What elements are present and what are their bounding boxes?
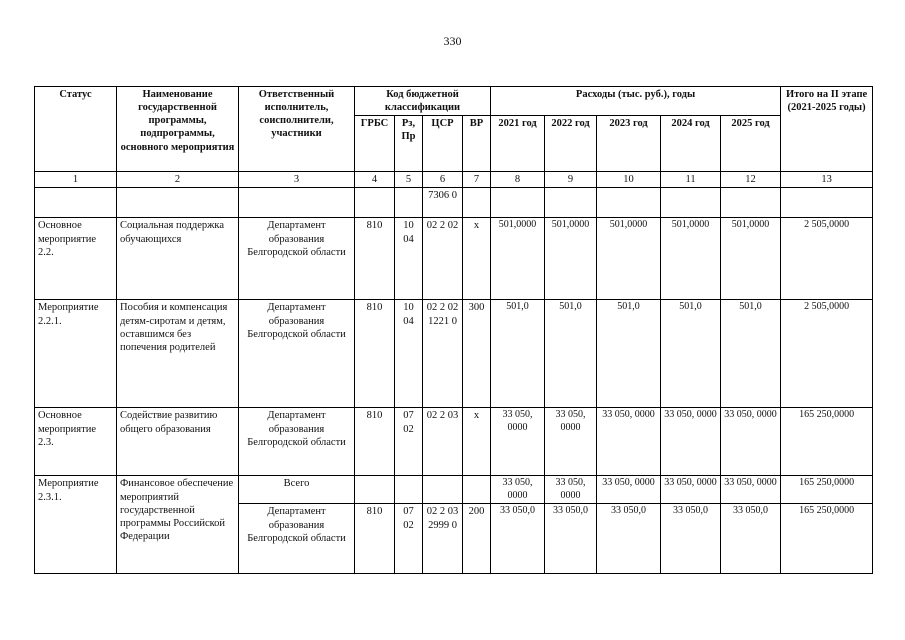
cell-2025: 33 050, 0000: [721, 408, 781, 476]
cell-status: Мероприятие 2.2.1.: [35, 300, 117, 408]
page-number: 330: [443, 34, 462, 48]
column-number: 10: [597, 172, 661, 188]
cell-executor: [239, 188, 355, 218]
cell-total: 2 505,0000: [781, 218, 873, 300]
header-total: Итого на II этапе (2021-2025 годы): [781, 87, 873, 172]
cell-status: Основное мероприятие 2.3.: [35, 408, 117, 476]
column-number: 7: [463, 172, 491, 188]
cell-name: Социальная поддержка обучающихся: [117, 218, 239, 300]
table-row: [35, 188, 873, 218]
cell-2025: 501,0: [721, 300, 781, 408]
table-row: [35, 300, 873, 408]
column-number: 5: [395, 172, 423, 188]
cell-total: 2 505,0000: [781, 300, 873, 408]
cell-csr: 02 2 02 1221 0: [423, 300, 463, 408]
table-row: [35, 218, 873, 300]
cell-rzpr: 07 02: [395, 408, 423, 476]
cell-2021: 501,0000: [491, 218, 545, 300]
header-2023: 2023 год: [597, 116, 661, 172]
cell-2022: 33 050, 0000: [545, 476, 597, 504]
cell-grbs: 810: [355, 218, 395, 300]
cell-status: Основное мероприятие 2.2.: [35, 218, 117, 300]
budget-table: [34, 86, 873, 574]
cell-2022: 33 050,0: [545, 504, 597, 574]
cell-executor: Всего: [239, 476, 355, 504]
column-number: 3: [239, 172, 355, 188]
column-number: 2: [117, 172, 239, 188]
cell-vr: 200: [463, 504, 491, 574]
column-number: 4: [355, 172, 395, 188]
cell-status: Мероприятие 2.3.1.: [35, 476, 117, 574]
column-number: 13: [781, 172, 873, 188]
cell-grbs: 810: [355, 504, 395, 574]
cell-2024: 33 050, 0000: [661, 408, 721, 476]
cell-rzpr: [395, 476, 423, 504]
cell-executor: Департамент образования Белгородской области: [239, 300, 355, 408]
column-number: 11: [661, 172, 721, 188]
cell-name: Пособия и компенсация детям-сиротам и детям, оставшимся без попечения родителей: [117, 300, 239, 408]
cell-2024: 33 050, 0000: [661, 476, 721, 504]
cell-total: 165 250,0000: [781, 504, 873, 574]
cell-csr: 02 2 03: [423, 408, 463, 476]
cell-2025: 33 050, 0000: [721, 476, 781, 504]
cell-rzpr: 10 04: [395, 218, 423, 300]
cell-executor: Департамент образования Белгородской области: [239, 408, 355, 476]
column-number: 8: [491, 172, 545, 188]
cell-2024: [661, 188, 721, 218]
cell-rzpr: 10 04: [395, 300, 423, 408]
cell-vr: х: [463, 218, 491, 300]
cell-grbs: [355, 188, 395, 218]
cell-csr: 02 2 02: [423, 218, 463, 300]
column-number: 6: [423, 172, 463, 188]
cell-2025: [721, 188, 781, 218]
header-status: Статус: [35, 87, 117, 172]
header-row-1: [35, 87, 873, 116]
cell-grbs: 810: [355, 300, 395, 408]
header-csr: ЦСР: [423, 116, 463, 172]
header-budget-code: Код бюджетной классификации: [355, 87, 491, 116]
cell-2021: 501,0: [491, 300, 545, 408]
cell-grbs: [355, 476, 395, 504]
cell-2024: 33 050,0: [661, 504, 721, 574]
cell-vr: [463, 188, 491, 218]
header-executor: Ответственный исполнитель, соисполнители, участники: [239, 87, 355, 172]
column-number-row: [35, 172, 873, 188]
cell-total: 165 250,0000: [781, 476, 873, 504]
cell-total: [781, 188, 873, 218]
cell-vr: х: [463, 408, 491, 476]
cell-2021: 33 050,0: [491, 504, 545, 574]
column-number: 1: [35, 172, 117, 188]
header-name: Наименование государственной программы, подпрограммы, основного мероприятия: [117, 87, 239, 172]
cell-grbs: 810: [355, 408, 395, 476]
cell-vr: 300: [463, 300, 491, 408]
cell-vr: [463, 476, 491, 504]
cell-name: [117, 188, 239, 218]
cell-2023: 501,0: [597, 300, 661, 408]
header-rzpr: Рз, Пр: [395, 116, 423, 172]
cell-2022: [545, 188, 597, 218]
cell-csr: 02 2 03 2999 0: [423, 504, 463, 574]
cell-2021: [491, 188, 545, 218]
cell-executor: Департамент образования Белгородской области: [239, 218, 355, 300]
header-2025: 2025 год: [721, 116, 781, 172]
cell-2023: 33 050, 0000: [597, 408, 661, 476]
table-row: [35, 476, 873, 504]
cell-2021: 33 050, 0000: [491, 408, 545, 476]
column-number: 12: [721, 172, 781, 188]
header-expenses: Расходы (тыс. руб.), годы: [491, 87, 781, 116]
cell-csr: 7306 0: [423, 188, 463, 218]
cell-name: Содействие развитию общего образования: [117, 408, 239, 476]
cell-2023: 33 050, 0000: [597, 476, 661, 504]
cell-total: 165 250,0000: [781, 408, 873, 476]
cell-rzpr: [395, 188, 423, 218]
cell-status: [35, 188, 117, 218]
cell-2025: 501,0000: [721, 218, 781, 300]
header-vr: ВР: [463, 116, 491, 172]
cell-rzpr: 07 02: [395, 504, 423, 574]
table-row: [35, 408, 873, 476]
cell-2024: 501,0: [661, 300, 721, 408]
header-2022: 2022 год: [545, 116, 597, 172]
header-grbs: ГРБС: [355, 116, 395, 172]
cell-2024: 501,0000: [661, 218, 721, 300]
cell-2022: 501,0000: [545, 218, 597, 300]
cell-executor: Департамент образования Белгородской области: [239, 504, 355, 574]
column-number: 9: [545, 172, 597, 188]
cell-2023: 33 050,0: [597, 504, 661, 574]
cell-2023: 501,0000: [597, 218, 661, 300]
cell-2022: 501,0: [545, 300, 597, 408]
cell-name: Финансовое обеспечение мероприятий государственной программы Российской Федерации: [117, 476, 239, 574]
cell-csr: [423, 476, 463, 504]
cell-2025: 33 050,0: [721, 504, 781, 574]
cell-2023: [597, 188, 661, 218]
header-2021: 2021 год: [491, 116, 545, 172]
cell-2022: 33 050, 0000: [545, 408, 597, 476]
cell-2021: 33 050, 0000: [491, 476, 545, 504]
header-2024: 2024 год: [661, 116, 721, 172]
